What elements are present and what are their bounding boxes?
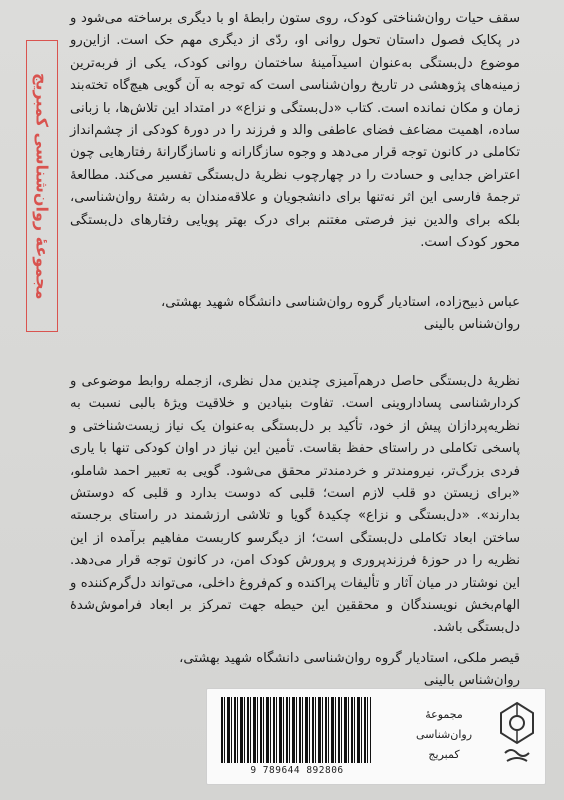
barcode-series-line-2: کمبریج	[428, 748, 460, 761]
review-1-text: سقف حیات روان‌شناختی کودک، روی ستون رابطهٔ او با دیگری برساخته می‌شود و در پکایک فصول داستان تحول روانی او، ردّی از دیگری مهم حک است. ازاین‌رو موضوع دل‌بستگی به‌عنوان اسیدآمینهٔ ساختمان روانی کودک، یکی از فربه‌ترین زمینه‌های پژوهشی در تاریخ روان‌شناسی است که توجه به آن گویی هیچ‌گاه تخته‌بند زمان و مکان نمانده است. کتاب «دل‌بستگی و نزاع» در امتداد این تلاش‌ها، با زبانی ساده، اهمیت مضاعف فضای عاطفی والد و فرزند را در دورهٔ کودکی از چشم‌انداز تکاملی در کانون توجه قرار می‌دهد و وجوه سازگارانه و ناسازگارانهٔ رفتارهایی چون اعتراض جدایی و حسادت را در چهارچوب نظریهٔ دل‌بستگی تفسیر می‌کند. مطالعهٔ ترجمهٔ فارسی این اثر نه‌تنها برای دانشجویان و علاقه‌مندان به رشتهٔ روان‌شناسی، بلکه برای والدین نیز فرصتی مغتنم برای درک بهتر پویایی رفتارهای دل‌بستگی محور کودک است.	[70, 11, 520, 251]
review-1-role: روان‌شناس بالینی	[423, 317, 520, 333]
review-2-signature	[70, 648, 520, 693]
barcode-series-title	[397, 705, 491, 765]
review-2-role: روان‌شناس بالینی	[423, 673, 520, 689]
series-label: مجموعهٔ روان‌شناسی کمبریج	[32, 72, 52, 300]
series-label-box	[26, 40, 58, 332]
review-2-text: نظریهٔ دل‌بستگی حاصل درهم‌آمیزی چندین مدل نظری، ازجمله روابط موضوعی و کردارشناسی پساداروینی است. تفاوت بنیادین و خلاقیت ویژهٔ بالبی نسبت به نظریه‌پردازان پیش از خود، تأکید بر دل‌بستگی به‌عنوان یک نیاز زیست‌شناختی و پاسخی تکاملی در راستای حفظ بقاست. تأمین این نیاز در اوان کودکی تنها با یاری فردی بزرگ‌تر، نیرومندتر و خردمندتر محقق می‌شود. گویی به تعبیر احمد شاملو، «برای زیستن دو قلب لازم است؛ قلبی که دوست بدارد و قلبی که دوستش بدارند». «دل‌بستگی و نزاع» چکیدهٔ گویا و تلاشی ارزشمند در راستای برجسته ساختن ابعاد تکاملی دل‌بستگی است؛ از دیگرسو کاربست مفاهیم برآمده از این نظریه را در حوزهٔ فرزندپروری و پرورش کودک امن، در کانون توجه قرار می‌دهد. این نوشتار در میان آثار و تألیفات پراکنده و کم‌فروغ داخلی، می‌تواند دل‌گرم‌کننده و الهام‌بخش نویسندگان و محققین این حیطه جهت تمرکز بر ابعاد فراموش‌شدهٔ دل‌بستگی باشد.	[70, 374, 520, 636]
barcode-number: 9 789644 892806	[250, 765, 344, 776]
review-1-author: عباس ذبیح‌زاده، استادیار گروه روان‌شناسی دانشگاه شهید بهشتی،	[160, 295, 520, 310]
barcode-panel	[206, 688, 546, 785]
publisher-logo-icon	[497, 699, 537, 769]
review-1-signature	[70, 292, 520, 337]
barcode-bars	[221, 697, 371, 763]
barcode-series-line-1: مجموعهٔ روان‌شناسی	[415, 708, 473, 741]
review-2-author: قیصر ملکی، استادیار گروه روان‌شناسی دانشگاه شهید بهشتی،	[179, 651, 520, 666]
